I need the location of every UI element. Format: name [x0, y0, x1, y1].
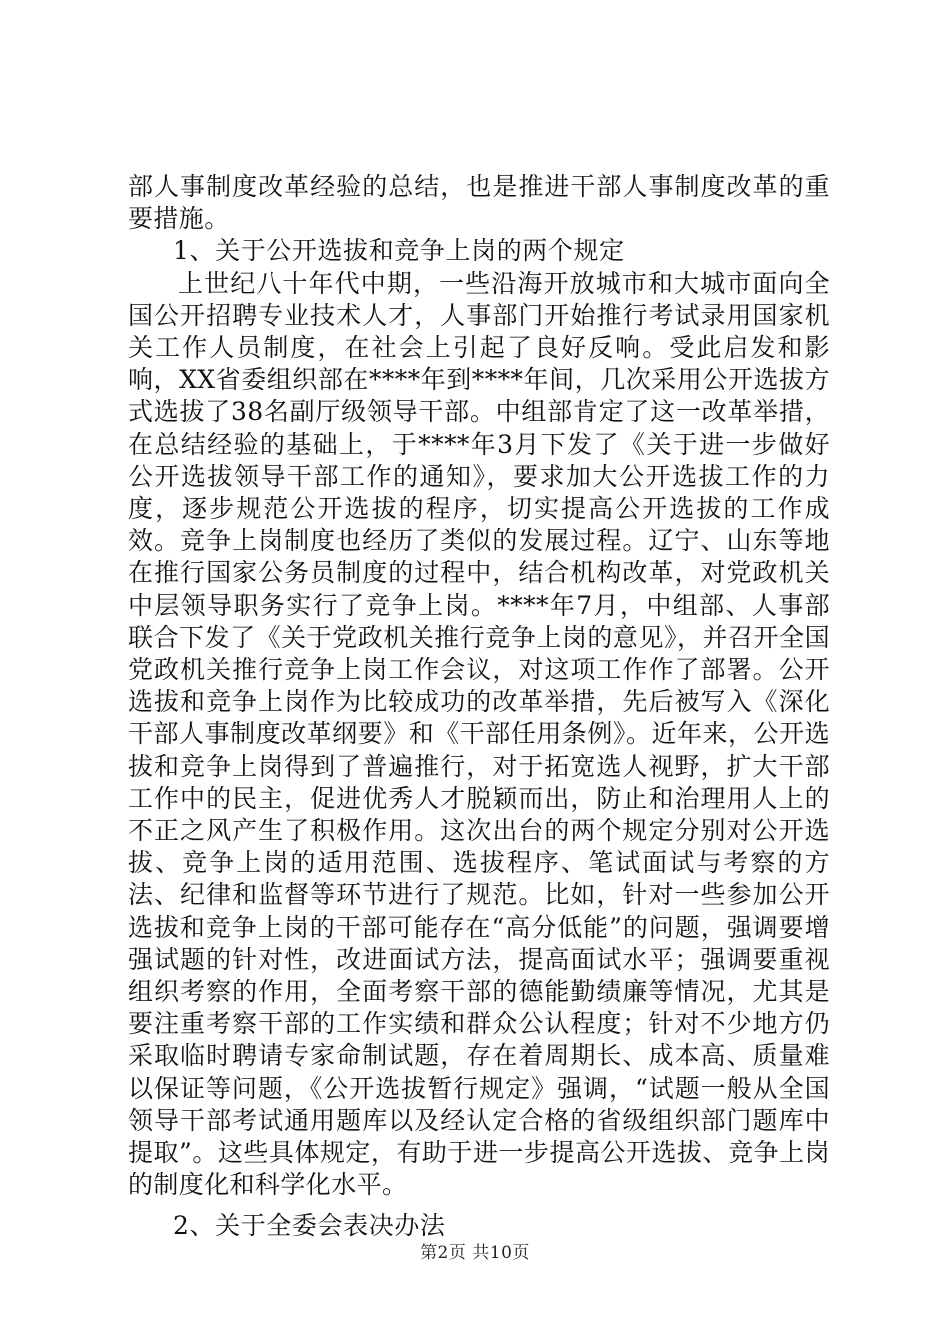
section-heading-1: 1、关于公开选拔和竞争上岗的两个规定: [173, 236, 625, 266]
page-footer: [0, 1242, 950, 1264]
page-indicator: 第2页 共10页: [420, 1243, 530, 1263]
section-1-paragraph: 上世纪八十年代中期，一些沿海开放城市和大城市面向全国公开招聘专业技术人才，人事部门开始推行考试录用国家机关工作人员制度，在社会上引起了良好反响。受此启发和影响，XX省委组织部在****年到****年间，几次采用公开选拔方式选拔了38名副厅级领导干部。中组部肯定了这一改革举措，在总结经验的基础上，于****年3月下发了《关于进一步做好公开选拔领导干部工作的通知》，要求加大公开选拔工作的力度，逐步规范公开选拔的程序，切实提高公开选拔的工作成效。竞争上岗制度也经历了类似的发展过程。辽宁、山东等地在推行国家公务员制度的过程中，结合机构改革，对党政机关中层领导职务实行了竞争上岗。****年7月，中组部、人事部联合下发了《关于党政机关推行竞争上岗的意见》，并召开全国党政机关推行竞争上岗工作会议，对这项工作作了部署。公开选拔和竞争上岗作为比较成功的改革举措，先后被写入《深化干部人事制度改革纲要》和《干部任用条例》。近年来，公开选拔和竞争上岗得到了普遍推行，对于拓宽选人视野，扩大干部工作中的民主，促进优秀人才脱颖而出，防止和治理用人上的不正之风产生了积极作用。这次出台的两个规定分别对公开选拔、竞争上岗的适用范围、选拔程序、笔试面试与考察的方法、纪律和监督等环节进行了规范。比如，针对一些参加公开选拔和竞争上岗的干部可能存在“高分低能”的问题，强调要增强试题的针对性，改进面试方法，提高面试水平；强调要重视组织考察的作用，全面考察干部的德能勤绩廉等情况，尤其是要注重考察干部的工作实绩和群众公认程度；针对不少地方仍采取临时聘请专家命制试题，存在着周期长、成本高、质量难以保证等问题，《公开选拔暂行规定》强调，“试题一般从全国领导干部考试通用题库以及经认定合格的省级组织部门题库中提取”。这些具体规定，有助于进一步提高公开选拔、竞争上岗的制度化和科学化水平。: [128, 268, 830, 1200]
section-heading-2: 2、关于全委会表决办法: [173, 1210, 446, 1240]
document-body: [128, 171, 830, 1242]
continuation-paragraph: 部人事制度改革经验的总结，也是推进干部人事制度改革的重要措施。: [128, 172, 830, 234]
